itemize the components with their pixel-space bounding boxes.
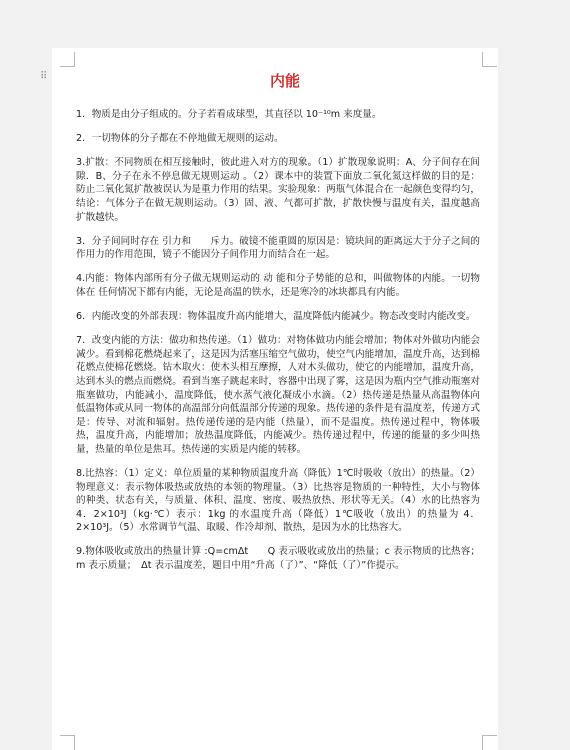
paragraph-3: 3.扩散：不同物质在相互接触时，彼此进入对方的现象。（1）扩散现象说明：A、分子间存在间隙．B、分子在永不停息做无规则运动 。（2）课本中的装置下面放二氧化氮这样做的目的是：防止二氧化氮扩散被误认为是重力作用的结果。实验现象：两瓶气体混合在一起颜色变得均匀，结论：气体分子在做无规则运动。（3）固、液、气都可扩散，扩散快慢与温度有关，温度越高扩散越快。 <box>76 157 480 223</box>
paragraph-1: 1．物质是由分子组成的。分子若看成球型，其直径以 10⁻¹⁰m 来度量。 <box>76 109 382 120</box>
paragraph-8: 8.比热容：（1）定义：单位质量的某种物质温度升高（降低）1℃时吸收（放出）的热量。（2）物理意义：表示物体吸热或放热的本领的物理量。（3）比热容是物质的一种特性，大小与物体的种类、状态有关，与质量、体积、温度、密度、吸热放热、形状等无关。（4）水的比热容为 4．2×10³J（kg·℃）表示：1kg 的水温度升高（降低）1℃吸收（放出）的热量为 4．2×10³J。（5）水常调节气温、取暖、作冷却剂、散热，是因为水的比热容大。 <box>76 467 480 534</box>
crop-mark-top-left <box>60 52 75 67</box>
paragraph-2: 2．一切物体的分子都在不停地做无规则的运动。 <box>76 133 284 145</box>
paragraph-5: 4.内能：物体内部所有分子做无规则运动的 动 能和分子势能的总和，叫做物体的内能。一切物体在 任何情况下都有内能，无论是高温的铁水，还是寒冷的冰块都具有内能。 <box>76 273 480 298</box>
paragraph-7: 7．改变内能的方法：做功和热传递。（1）做功：对物体做功内能会增加；物体对外做功内能会减少。看到棉花燃烧起来了，这是因为活塞压缩空气做功，使空气内能增加，温度升高，达到棉花燃点使棉花燃烧。钻木取火：使木头相互摩擦，人对木头做功，使它的内能增加，温度升高，达到木头的燃点而燃烧。看到当塞子跳起来时，容器中出现了雾，这是因为瓶内空气推动瓶塞对瓶塞做功，内能减小，温度降低，使水蒸气液化凝成小水滴。（2）热传递是热量从高温物体向低温物体或从同一物体的高温部分向低温部分传递的现象。热传递的条件是有温度差，传递方式是：传导、对流和辐射。热传递传递的是内能（热量），而不是温度。热传递过程中，物体吸热，温度升高，内能增加；放热温度降低，内能减少。热传递过程中，传递的能量的多少叫热量，热量的单位是焦耳。热传递的实质是内能的转移。 <box>76 335 480 455</box>
crop-mark-bottom-right <box>482 735 497 750</box>
drag-handle-icon[interactable]: ⠿ <box>40 71 49 82</box>
crop-mark-bottom-left <box>60 735 75 750</box>
document-title: 内能 <box>269 72 300 90</box>
paragraph-6: 6．内能改变的外部表现：物体温度升高内能增大，温度降低内能减少。物态改变时内能改变。 <box>76 311 476 323</box>
crop-mark-top-right <box>482 52 497 67</box>
paragraph-4: 3．分子间同时存在 引力和 斥力。破镜不能重圆的原因是：镜块间的距离远大于分子之间的作用力的作用范围，镜子不能因分子间作用力而结合在一起。 <box>76 235 480 261</box>
paragraph-9: 9.物体吸收或放出的热量计算 :Q=cmΔt Q 表示吸收或放出的热量；c 表示物质的比热容；m 表示质量； Δt 表示温度差，题目中用“升高（了）”、“降低（了）”作提示。 <box>76 546 480 572</box>
document-body <box>76 108 480 583</box>
